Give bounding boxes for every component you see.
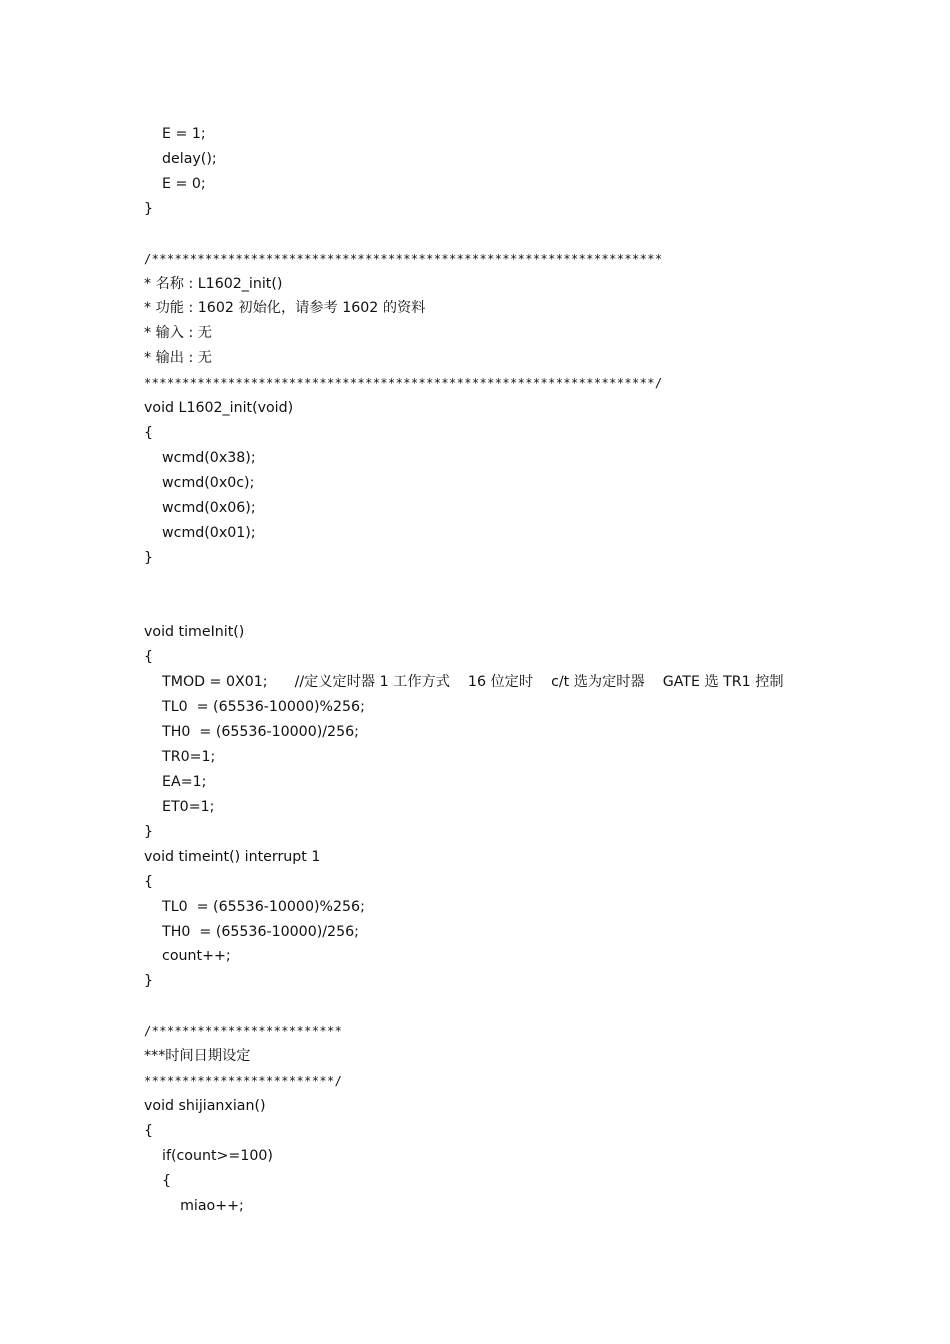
comment-border-line: /************************* bbox=[144, 1024, 343, 1039]
code-line: count++; bbox=[144, 948, 231, 965]
comment-border-line: /******************************************************************* bbox=[144, 251, 663, 266]
code-line: void timeInit() bbox=[144, 624, 245, 641]
comment-line: ***时间日期设定 bbox=[144, 1048, 251, 1065]
code-line: wcmd(0x0c); bbox=[144, 474, 255, 491]
code-line: { bbox=[144, 425, 154, 442]
code-listing bbox=[144, 122, 924, 1219]
code-line: } bbox=[144, 549, 154, 566]
code-line: TH0 = (65536-10000)/256; bbox=[144, 923, 359, 940]
code-line: } bbox=[144, 823, 154, 840]
comment-line: * 名称 : L1602_init() bbox=[144, 275, 283, 292]
code-line: wcmd(0x06); bbox=[144, 499, 256, 516]
comment-border-line: *******************************************************************/ bbox=[144, 376, 663, 391]
code-line: void L1602_init(void) bbox=[144, 400, 294, 417]
code-line: TL0 = (65536-10000)%256; bbox=[144, 898, 365, 915]
code-line: E = 0; bbox=[144, 175, 206, 192]
comment-line: * 输出 : 无 bbox=[144, 350, 212, 367]
code-line: EA=1; bbox=[144, 773, 207, 790]
comment-line: * 功能 : 1602 初始化，请参考 1602 的资料 bbox=[144, 300, 426, 317]
blank-line bbox=[144, 994, 924, 1019]
code-line: E = 1; bbox=[144, 126, 206, 142]
code-line: TH0 = (65536-10000)/256; bbox=[144, 724, 359, 741]
blank-line bbox=[144, 596, 924, 621]
code-line: } bbox=[144, 200, 154, 217]
code-line: delay(); bbox=[144, 150, 217, 167]
code-line: ET0=1; bbox=[144, 798, 215, 815]
comment-border-line: *************************/ bbox=[144, 1074, 343, 1089]
code-line: { bbox=[144, 1122, 154, 1139]
code-line: wcmd(0x01); bbox=[144, 524, 256, 541]
code-line: { bbox=[144, 1172, 172, 1189]
blank-line bbox=[144, 222, 924, 247]
code-line: TR0=1; bbox=[144, 749, 216, 766]
code-line: TL0 = (65536-10000)%256; bbox=[144, 699, 365, 716]
code-line: wcmd(0x38); bbox=[144, 449, 256, 466]
code-line: { bbox=[144, 873, 154, 890]
blank-line bbox=[144, 571, 924, 596]
code-line: } bbox=[144, 973, 154, 990]
code-line: void shijianxian() bbox=[144, 1097, 266, 1114]
comment-line: * 输入 : 无 bbox=[144, 325, 212, 342]
code-line: miao++; bbox=[144, 1197, 244, 1214]
code-line: { bbox=[144, 649, 154, 666]
code-line: void timeint() interrupt 1 bbox=[144, 848, 321, 865]
code-line: TMOD = 0X01; //定义定时器 1 工作方式 16 位定时 c/t 选为定时器 GATE 选 TR1 控制 bbox=[144, 674, 784, 691]
code-line: if(count>=100) bbox=[144, 1147, 273, 1164]
